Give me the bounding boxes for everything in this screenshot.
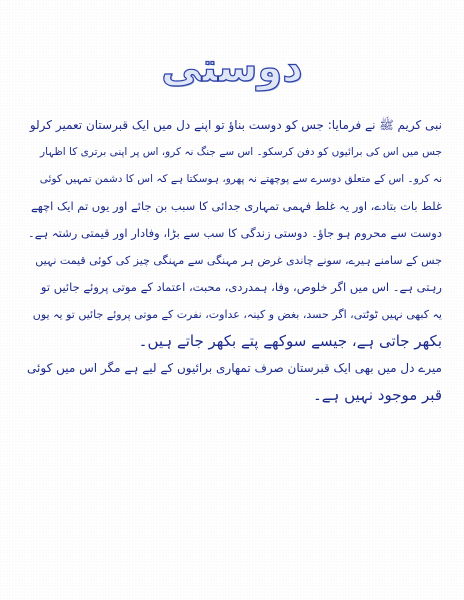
text-line: دوست سے محروم ہو جاؤ۔ دوستی زندگی کا سب سے بڑا، وفادار اور قیمتی رشتہ ہے۔	[28, 226, 442, 240]
text-line: جس کے سامنے ہیرے، سونے چاندی غرض ہر مہنگی سے مہنگی چیز کی کوئی قیمت نہیں	[35, 254, 442, 267]
paragraph-1	[24, 112, 442, 247]
document-body	[24, 112, 442, 409]
text-line: یہ کبھی نہیں ٹوٹتی، اگر حسد، بغض و کینہ، عداوت، نفرت کے موتی پروئے جائیں تو یہ یوں	[32, 308, 442, 321]
text-line: میرے دل میں بھی ایک قبرستان صرف تمھاری برائیوں کے لیے ہے مگر اس میں کوئی	[27, 361, 442, 375]
text-line: جس میں اس کی برائیوں کو دفن کرسکو۔ اس سے جنگ نہ کرو، اس پر اپنی برتری کا اظہار	[40, 146, 442, 158]
paragraph-2	[24, 247, 442, 355]
text-line: غلط بات بتادے، اور یہ غلط فہمی تمہاری جدائی کا سبب بن جائے اور یوں تم ایک اچھے	[30, 199, 442, 213]
text-line: رہتی ہے۔ اس میں اگر خلوص، وفا، ہمدردی، محبت، اعتماد کے موتی پروئے جائیں تو	[40, 280, 442, 294]
text-line: نہ کرو۔ اس کے متعلق دوسرے سے پوچھتے نہ پھرو، ہوسکتا ہے کہ اس کا دشمن تمہیں کوئی	[39, 173, 442, 185]
paragraph-3	[24, 355, 442, 409]
text-line: قبر موجود نہیں ہے۔	[312, 386, 442, 404]
page-title: دوستی	[161, 45, 303, 91]
text-line: بکھر جاتی ہے، جیسے سوکھے پتے بکھر جاتے ہیں۔	[138, 332, 442, 350]
text-line: نبی کریم ﷺ نے فرمایا: جس کو دوست بناؤ تو اپنے دل میں ایک قبرستان تعمیر کرلو	[29, 118, 442, 132]
